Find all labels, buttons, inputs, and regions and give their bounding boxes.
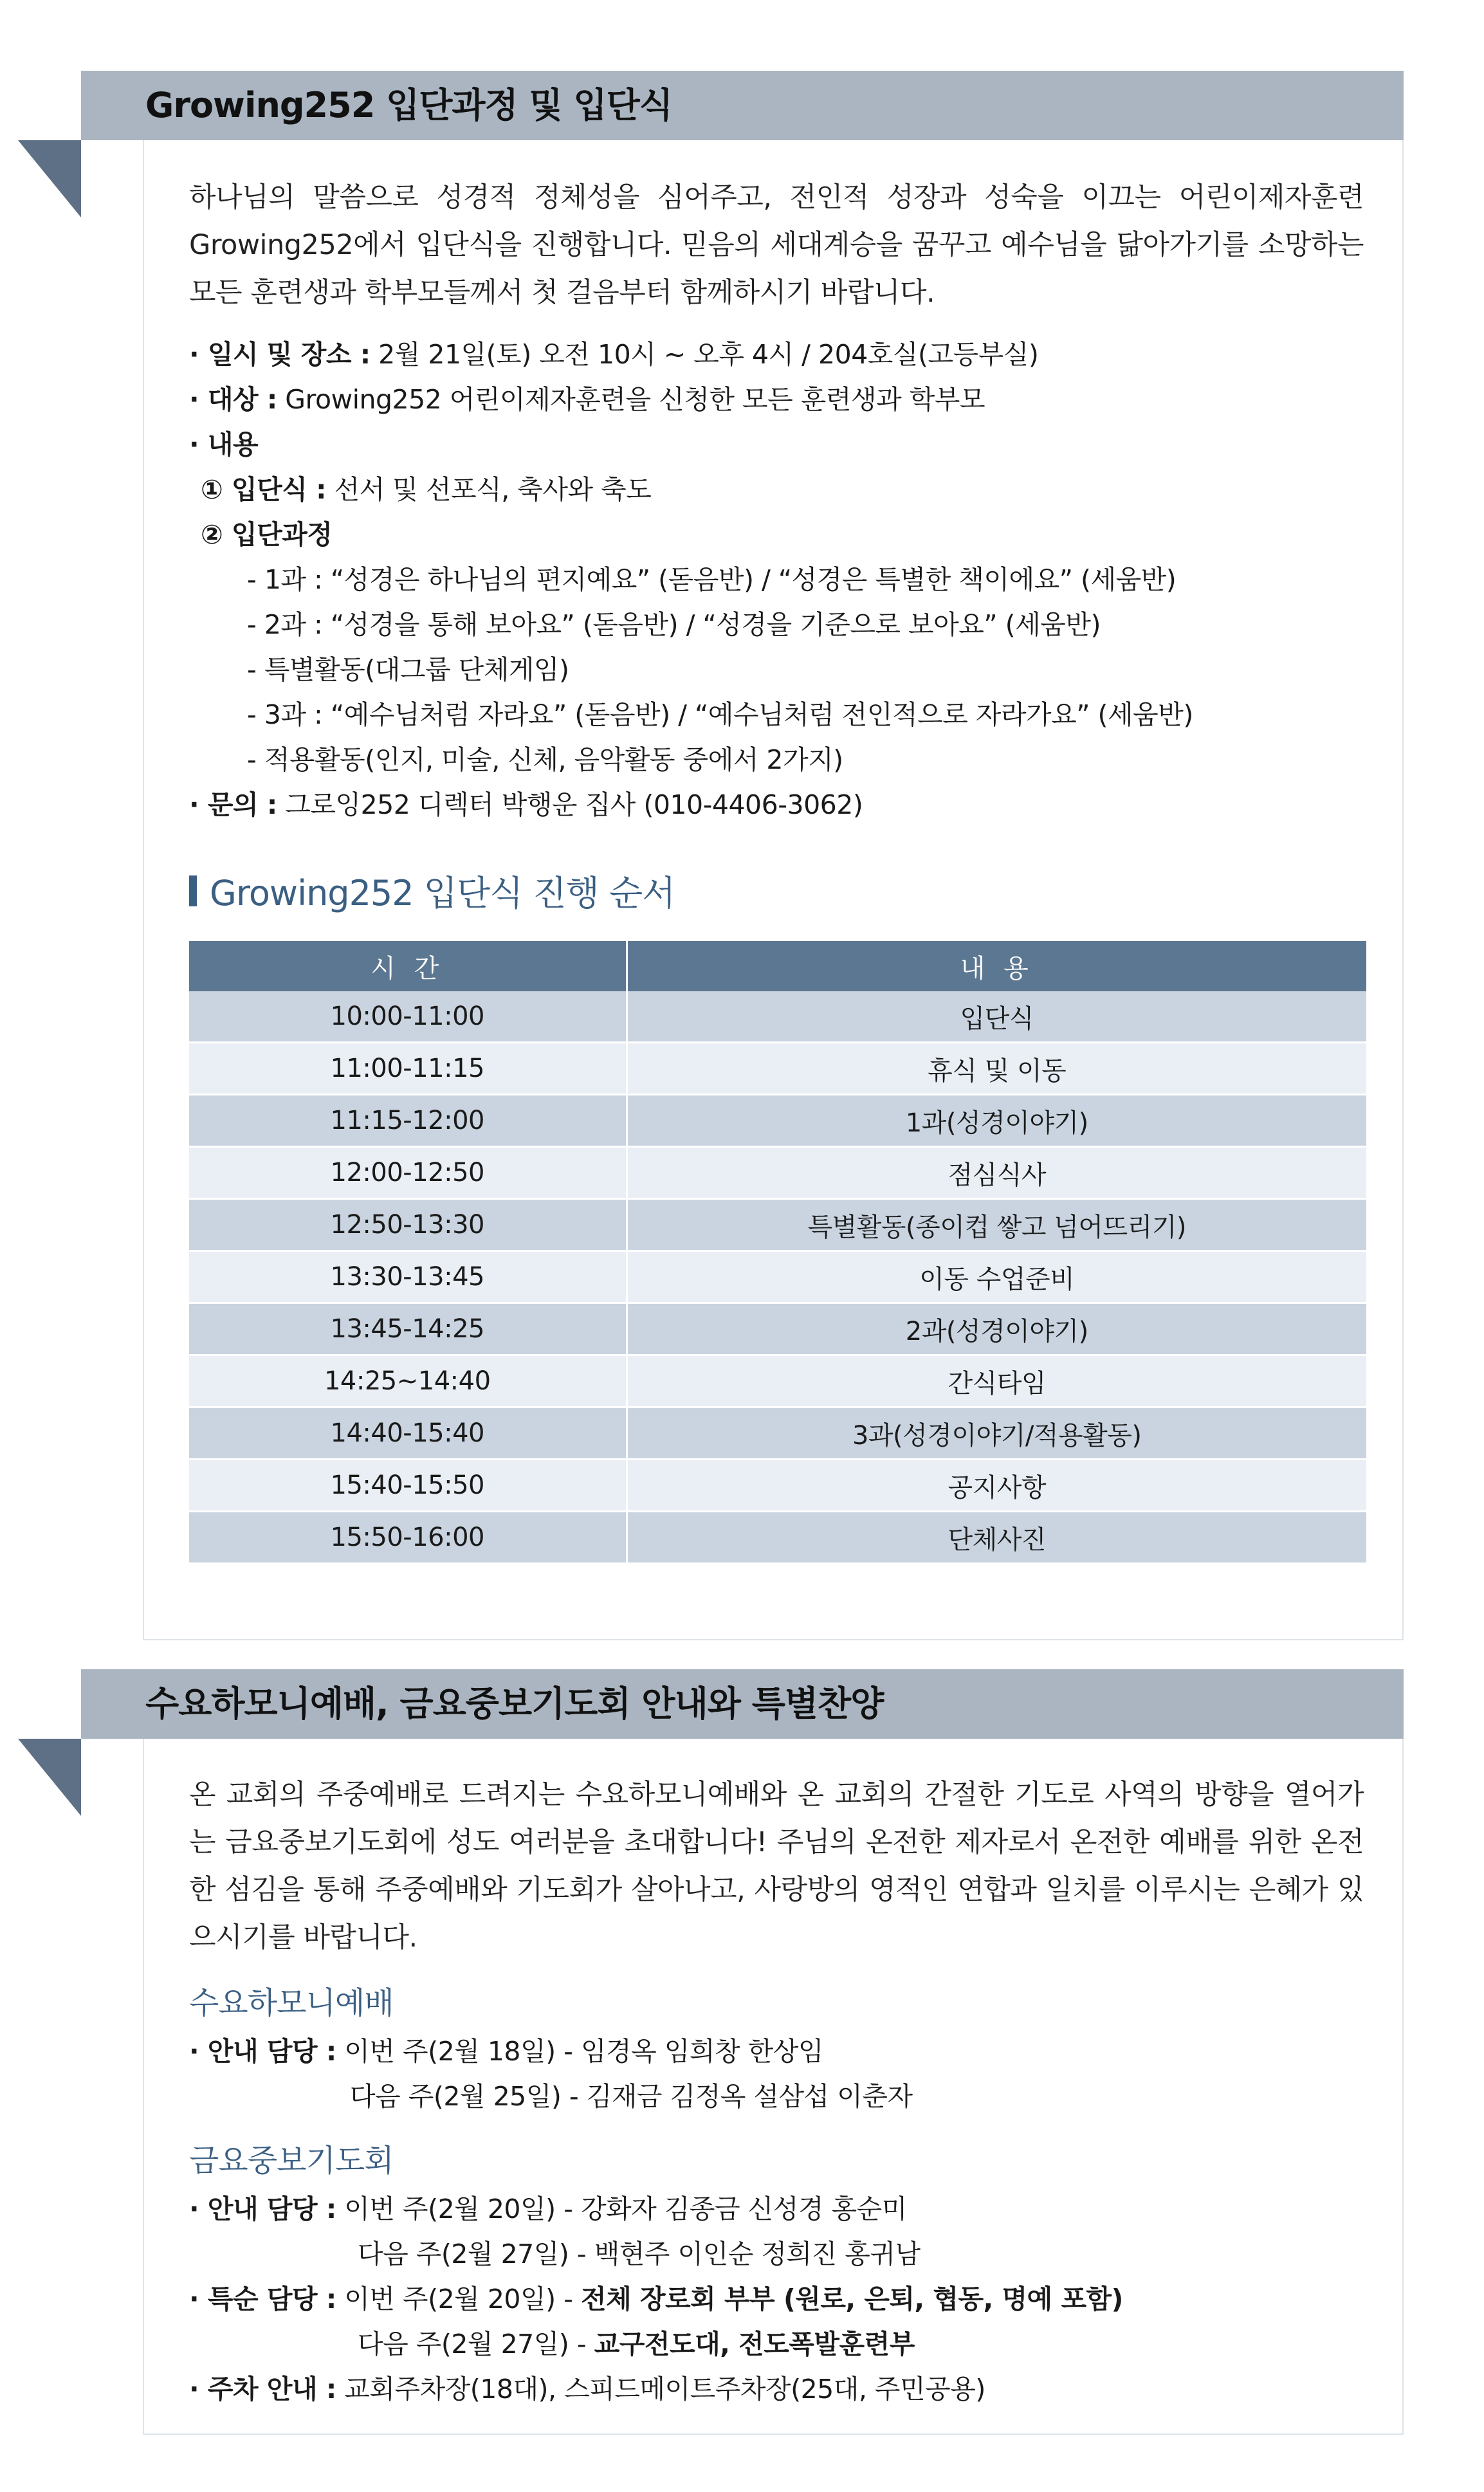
info-target: · 대상 : Growing252 어린이제자훈련을 신청한 모든 훈련생과 학부모 [189, 384, 985, 415]
wednesday-guide-this: · 안내 담당 : 이번 주(2월 18일) - 임경옥 임희창 한상임 [189, 2036, 823, 2067]
header-corner-fold [18, 1739, 81, 1816]
choir-next: 다음 주(2월 27일) - 교구전도대, 전도폭발훈련부 [358, 2329, 915, 2359]
title-bar-icon [189, 875, 197, 906]
table-row: 12:50-13:30 특별활동(종이컵 쌓고 넘어뜨리기) [189, 1199, 1366, 1251]
header-corner-fold [18, 140, 81, 217]
header-content: 내 용 [627, 941, 1366, 991]
table-row: 15:50-16:00 단체사진 [189, 1512, 1366, 1564]
section-worship [143, 1669, 1404, 2435]
table-row: 15:40-15:50 공지사항 [189, 1460, 1366, 1512]
wednesday-guide-next: 다음 주(2월 25일) - 김재금 김정옥 설삼섭 이춘자 [350, 2081, 913, 2112]
header-time: 시 간 [189, 941, 627, 991]
table-row: 12:00-12:50 점심식사 [189, 1147, 1366, 1199]
section-title: 수요하모니예배, 금요중보기도회 안내와 특별찬양 [145, 1683, 884, 1724]
table-row: 14:40-15:40 3과(성경이야기/적용활동) [189, 1407, 1366, 1460]
info-contact: · 문의 : 그로잉252 디렉터 박행운 집사 (010-4406-3062) [189, 789, 863, 820]
section-header [81, 1669, 1404, 1739]
info-content: · 내용 [189, 429, 259, 460]
process-item: - 1과 : “성경은 하나님의 편지예요” (돋음반) / “성경은 특별한 책이에요” (세움반) [247, 564, 1177, 595]
table-row: 11:00-11:15 휴식 및 이동 [189, 1043, 1366, 1095]
parking-info: · 주차 안내 : 교회주차장(18대), 스피드메이트주차장(25대, 주민공용) [189, 2374, 985, 2405]
info-datetime: · 일시 및 장소 : 2월 21일(토) 오전 10시 ~ 오후 4시 / 204호실(고등부실) [189, 339, 1039, 370]
schedule-table [189, 941, 1366, 1564]
process-item: - 특별활동(대그룹 단체게임) [247, 654, 569, 685]
table-row: 13:45-14:25 2과(성경이야기) [189, 1303, 1366, 1355]
table-row: 13:30-13:45 이동 수업준비 [189, 1251, 1366, 1303]
intro-paragraph: 하나님의 말씀으로 성경적 정체성을 심어주고, 전인적 성장과 성숙을 이끄는 어린이제자훈련 Growing252에서 입단식을 진행합니다. 믿음의 세대계승을 꿈꾸고 예수님을 닮아가기를 소망하는 모든 훈련생과 학부모들께서 첫 걸음부터 함께하시기 바랍니다. [189, 181, 1364, 309]
section-header [81, 71, 1404, 140]
section-initiation [143, 71, 1404, 1640]
table-row: 10:00-11:00 입단식 [189, 991, 1366, 1043]
intro-paragraph: 온 교회의 주중예배로 드려지는 수요하모니예배와 온 교회의 간절한 기도로 사역의 방향을 열어가는 금요중보기도회에 성도 여러분을 초대합니다! 주님의 온전한 제자로서 온전한 예배를 위한 온전한 섬김을 통해 주중예배와 기도회가 살아나고, 사랑방의 영적인 연합과 일치를 이루시는 은혜가 있으시기를 바랍니다. [189, 1779, 1364, 1954]
schedule-title: Growing252 입단식 진행 순서 [189, 866, 1364, 915]
choir-this: · 특순 담당 : 이번 주(2월 20일) - 전체 장로회 부부 (원로, 은퇴, 협동, 명예 포함) [189, 2284, 1123, 2314]
process-item: - 2과 : “성경을 통해 보아요” (돋음반) / “성경을 기준으로 보아요” (세움반) [247, 609, 1101, 640]
wednesday-title: 수요하모니예배 [189, 1985, 394, 2021]
friday-guide-next: 다음 주(2월 27일) - 백현주 이인순 정희진 홍귀남 [358, 2239, 921, 2269]
process-item: - 적용활동(인지, 미술, 신체, 음악활동 중에서 2가지) [247, 744, 843, 775]
table-row: 11:15-12:00 1과(성경이야기) [189, 1095, 1366, 1147]
section-title: Growing252 입단과정 및 입단식 [145, 85, 672, 125]
friday-title: 금요중보기도회 [189, 2143, 394, 2179]
process-item: - 3과 : “예수님처럼 자라요” (돋음반) / “예수님처럼 전인적으로 자라가요” (세움반) [247, 699, 1193, 730]
table-row: 14:25~14:40 간식타임 [189, 1355, 1366, 1407]
friday-guide-this: · 안내 담당 : 이번 주(2월 20일) - 강화자 김종금 신성경 홍순미 [189, 2194, 907, 2224]
content-process-heading: ② 입단과정 [201, 519, 333, 550]
content-ceremony: ① 입단식 : 선서 및 선포식, 축사와 축도 [201, 474, 652, 505]
